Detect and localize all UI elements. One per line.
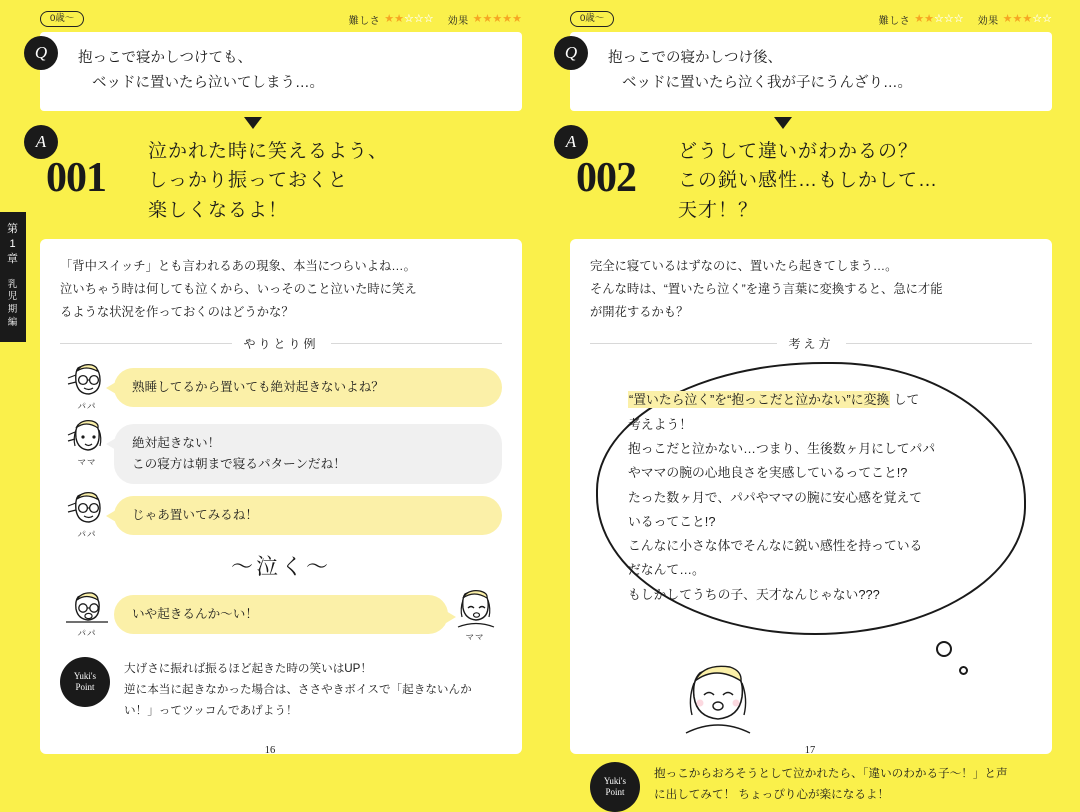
yuki-badge-line1: Yuki's [603,775,627,786]
bubble-line: この寝方は朝まで寝るパターンだね！ [132,457,346,472]
chapter-number: 第1章 [7,223,19,265]
papa-glasses-icon [64,490,110,530]
chapter-tab [0,212,26,342]
yuki-badge-line2: Point [75,681,95,692]
thought-line-5: たった数ヶ月で、パパやママの腕に安心感を覚えて [628,489,923,505]
dialogue-row [60,362,502,412]
left-answer-block [35,131,522,225]
difficulty-label: 難しさ [348,15,381,27]
thought-line-4: やママの腕の心地良さを実感しているってこと!? [628,465,908,481]
right-question-block [564,32,1052,111]
answer-number: 002 [576,154,636,201]
answer-text [678,131,1052,225]
page-number-right: 17 [804,745,816,756]
right-meta-bar [570,8,1052,30]
thought-line-6: いるってこと!? [628,513,716,529]
answer-badge: A [24,125,58,159]
thought-line-9: もしかしてうちの子、天才なんじゃない??? [628,586,880,602]
difficulty-stars: ★★☆☆☆ [914,12,964,25]
question-line-1: 抱っこで寝かしつけても、 [78,50,252,66]
difficulty-label: 難しさ [878,15,911,27]
speaker-name: パパ [77,401,97,412]
arrow-down-icon [244,117,262,129]
thought-bubble-dot-large [936,641,952,657]
left-question-block [34,32,522,111]
speech-bubble [114,424,502,484]
down-arrow-wrap [12,117,494,129]
answer-text [148,131,522,225]
speaker-name: パパ [77,627,97,638]
yuki-line-1: 大げさに振れば振るほど起きた時の笑いはUP！ [124,661,372,675]
yuki-point-badge [60,657,110,707]
intro-line-3: が開花するかも？ [590,304,689,319]
thought-line-1: “置いたら泣く”を“抱っこだと泣かない”に変換 して [629,392,920,408]
mama-icon [64,418,110,458]
right-page [540,0,1080,801]
effect-label: 効果 [447,15,469,27]
age-chip: 0歳〜 [570,11,614,27]
difficulty-rating [879,12,964,27]
question-line-2: ベッドに置いたら泣く我が子にうんざり…。 [622,75,912,92]
effect-rating [978,12,1052,27]
age-chip: 0歳〜 [40,11,84,27]
bubble-line: じゃあ置いてみるね！ [132,507,258,522]
yuki-line-1: 抱っこからおろそうとして泣かれたら、「違いのわかる子〜！」と声 [654,767,1008,781]
speech-bubble [114,368,502,407]
question-line-1: 抱っこでの寝かしつけ後、 [608,50,782,66]
speech-bubble [114,595,448,634]
down-arrow-wrap [542,117,1024,129]
dialogue-row-final [60,589,502,643]
intro-line-1: 完全に寝ているはずなのに、置いたら起きてしまう…。 [590,259,898,274]
left-page [0,0,540,766]
question-card [570,32,1052,111]
right-content-panel [570,239,1052,801]
answer-badge: A [554,125,588,159]
dialogue-heading-text: やりとり例 [243,337,319,352]
speaker-name: ママ [465,631,485,642]
yuki-point-right [590,762,1032,812]
question-card [40,32,522,111]
intro-line-2: そんな時は、“置いたら泣く”を違う言葉に変換すると、急に才能 [590,281,943,296]
thought-bubble-dot-small [959,666,968,675]
dialogue-section-heading [60,335,502,352]
dialogue-list [60,362,502,643]
speech-bubble [114,496,502,535]
intro-line-2: 泣いちゃう時は何しても泣くから、いっそのこと泣いた時に笑え [60,281,417,296]
question-badge: Q [24,36,58,70]
effect-stars: ★★★☆☆ [1002,12,1052,25]
effect-stars: ★★★★★ [472,12,522,25]
thinking-character [676,661,1032,744]
bubble-line: いや起きるんか〜い！ [132,606,258,621]
dialogue-row [60,418,502,484]
left-meta-bar [40,8,522,30]
right-answer-block [565,131,1052,225]
interjection-text: 〜泣く〜 [230,553,331,579]
bubble-line: 絶対起きない！ [132,436,221,451]
intro-line-1: 「背中スイッチ」とも言われるあの現象、本当につらいよね…。 [60,259,416,274]
effect-rating [448,12,522,27]
yuki-point-left [60,657,502,722]
mama-baby-icon [452,589,498,633]
yuki-line-2: 逆に本当に起きなかった場合は、ささやきボイスで「起きないんか [124,682,472,696]
answer-line-2: しっかり振っておくと [148,170,349,192]
avatar [448,589,502,643]
answer-line-1: どうして違いがわかるの？ [678,140,919,162]
dialogue-row [60,490,502,540]
thought-line-7: こんなに小さな体でそんなに鋭い感性を持っている [628,538,923,554]
yuki-line-2: に出してみて！ ちょっぴり心が楽になるよ！ [654,787,890,801]
yuki-point-text [124,657,472,722]
thought-line-2: 考えよう！ [628,416,692,432]
answer-line-2: この鋭い感性…もしかして… [678,170,939,192]
thought-bubble [596,362,1026,635]
yuki-badge-line1: Yuki's [73,670,97,681]
thought-line-3: 抱っこだと泣かない…つまり、生後数ヶ月にしてパパ [628,440,936,456]
question-badge: Q [554,36,588,70]
yuki-point-badge [590,762,640,812]
arrow-down-icon [774,117,792,129]
thinking-heading-text: 考え方 [788,337,834,352]
mama-thinking-icon [676,661,760,739]
answer-number: 001 [46,154,106,201]
answer-line-3: 天才！？ [678,199,759,221]
yuki-point-text [654,762,1008,806]
thinking-section-heading [590,335,1032,352]
speaker-name: ママ [77,457,97,468]
yuki-badge-line2: Point [605,787,625,798]
left-content-panel [40,239,522,754]
thought-line-8: だなんて…。 [628,562,705,578]
intro-text [60,255,502,323]
bubble-line: 熟睡してるから置いても絶対起きないよね？ [132,380,384,395]
intro-text [590,255,1032,323]
effect-label: 効果 [977,15,999,27]
difficulty-rating [349,12,434,27]
question-line-2: ベッドに置いたら泣いてしまう…。 [92,75,324,92]
page-number-left: 16 [264,745,276,756]
answer-line-1: 泣かれた時に笑えるよう、 [148,140,389,162]
thought-highlight: “置いたら泣く”を“抱っこだと泣かない”に変換 [629,392,890,408]
papa-lying-icon [64,589,110,629]
speaker-name: パパ [77,528,97,539]
chapter-subtitle: 乳児期編 [7,278,19,328]
answer-line-3: 楽しくなるよ！ [148,199,289,221]
intro-line-3: るような状況を作っておくのはどうかな？ [60,304,294,319]
yuki-line-3: い！」ってツッコんであげよう！ [124,703,298,717]
difficulty-stars: ★★☆☆☆ [384,12,434,25]
papa-glasses-icon [64,362,110,402]
avatar [60,589,114,639]
